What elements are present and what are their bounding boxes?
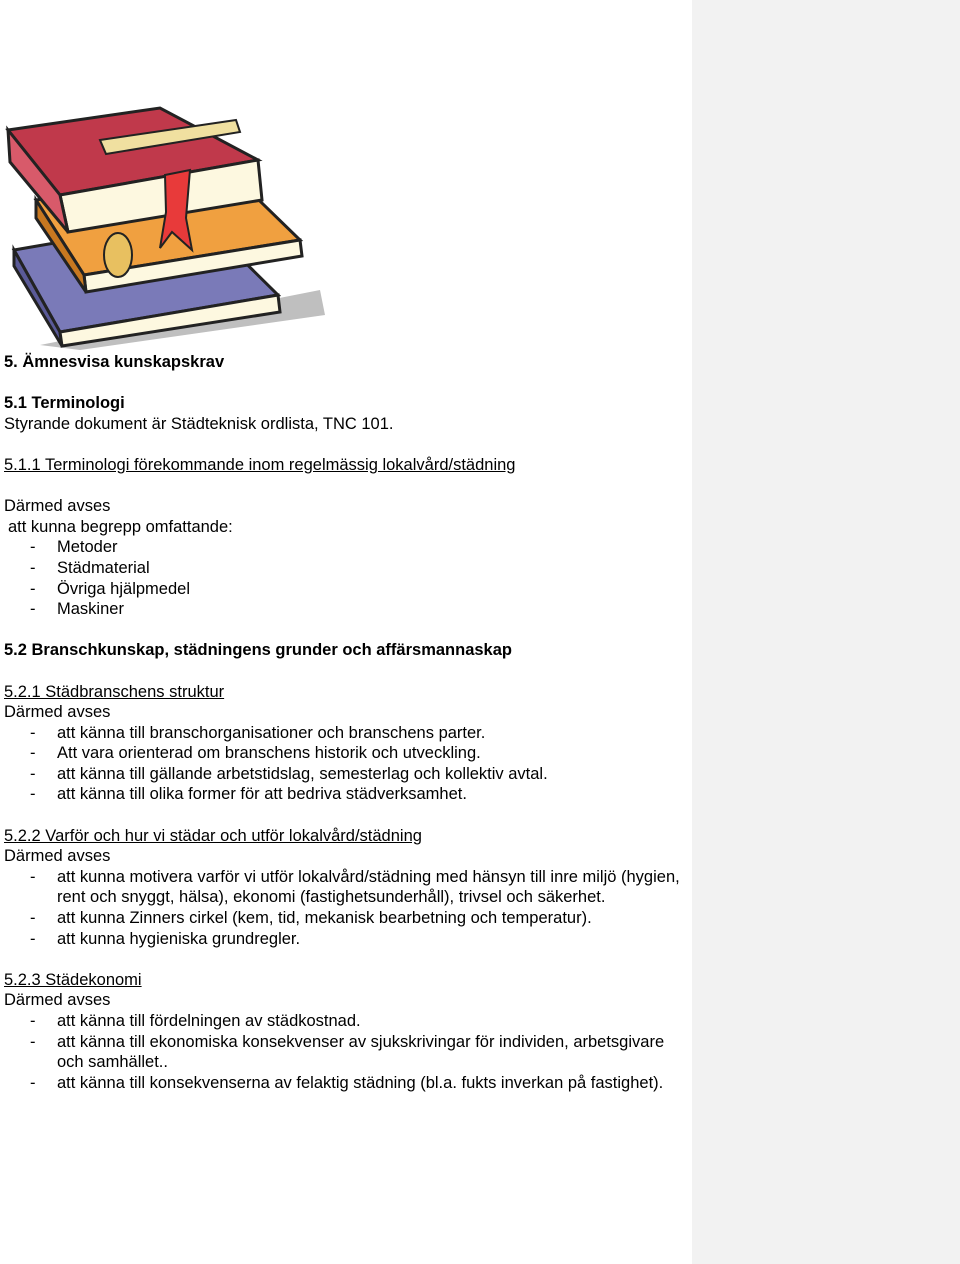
list-item: - att kunna motivera varför vi utför lokalvård/städning med hänsyn till inre miljö (hygien, rent och snyggt, hälsa), ekonomi (fastighetsunderhåll), trivsel och säkerhet. — [4, 867, 684, 908]
document-body — [4, 352, 684, 1114]
bullet-list-5-2-3 — [4, 1011, 684, 1093]
section-5-1-text: Styrande dokument är Städteknisk ordlista, TNC 101. — [4, 414, 394, 433]
bullet-list-5-2-1 — [4, 723, 684, 805]
section-heading-5-2-2: 5.2.2 Varför och hur vi städar och utför lokalvård/städning — [4, 826, 422, 845]
list-item: - Städmaterial — [4, 558, 684, 579]
stacked-books-icon — [0, 100, 330, 350]
section-lead: Därmed avses — [4, 497, 111, 516]
section-heading-5-2: 5.2 Branschkunskap, städningens grunder och affärsmannaskap — [4, 641, 512, 660]
list-item: - Övriga hjälpmedel — [4, 579, 684, 600]
section-lead: Därmed avses — [4, 847, 111, 866]
list-item: - att känna till olika former för att bedriva städverksamhet. — [4, 784, 684, 805]
list-item: - att kunna Zinners cirkel (kem, tid, mekanisk bearbetning och temperatur). — [4, 908, 684, 929]
list-item: - att känna till branschorganisationer och branschens parter. — [4, 723, 684, 744]
section-heading-5: 5. Ämnesvisa kunskapskrav — [4, 353, 225, 371]
spacer — [4, 476, 684, 497]
bullet-list-5-2-2 — [4, 867, 684, 949]
section-intro: att kunna begrepp omfattande: — [8, 517, 233, 536]
section-lead: Därmed avses — [4, 703, 111, 722]
section-heading-5-2-1: 5.2.1 Städbranschens struktur — [4, 682, 225, 701]
list-item: - Metoder — [4, 537, 684, 558]
list-item: - Maskiner — [4, 599, 684, 620]
section-heading-5-2-3: 5.2.3 Städekonomi — [4, 970, 142, 989]
section-lead: Därmed avses — [4, 991, 111, 1010]
list-item: - att känna till konsekvenserna av felaktig städning (bl.a. fukts inverkan på fastighet). — [4, 1073, 684, 1094]
section-heading-5-1: 5.1 Terminologi — [4, 394, 125, 413]
section-heading-5-1-1: 5.1.1 Terminologi förekommande inom regelmässig lokalvård/städning — [4, 455, 516, 474]
list-item: - Att vara orienterad om branschens historik och utveckling. — [4, 743, 684, 764]
comment-margin-panel — [692, 0, 960, 1264]
bullet-list-5-1-1 — [4, 537, 684, 619]
list-item: - att känna till ekonomiska konsekvenser av sjukskrivingar för individen, arbetsgivare och samhället.. — [4, 1032, 684, 1073]
list-item: - att känna till fördelningen av städkostnad. — [4, 1011, 684, 1032]
list-item: - att känna till gällande arbetstidslag, semesterlag och kollektiv avtal. — [4, 764, 684, 785]
list-item: - att kunna hygieniska grundregler. — [4, 929, 684, 950]
